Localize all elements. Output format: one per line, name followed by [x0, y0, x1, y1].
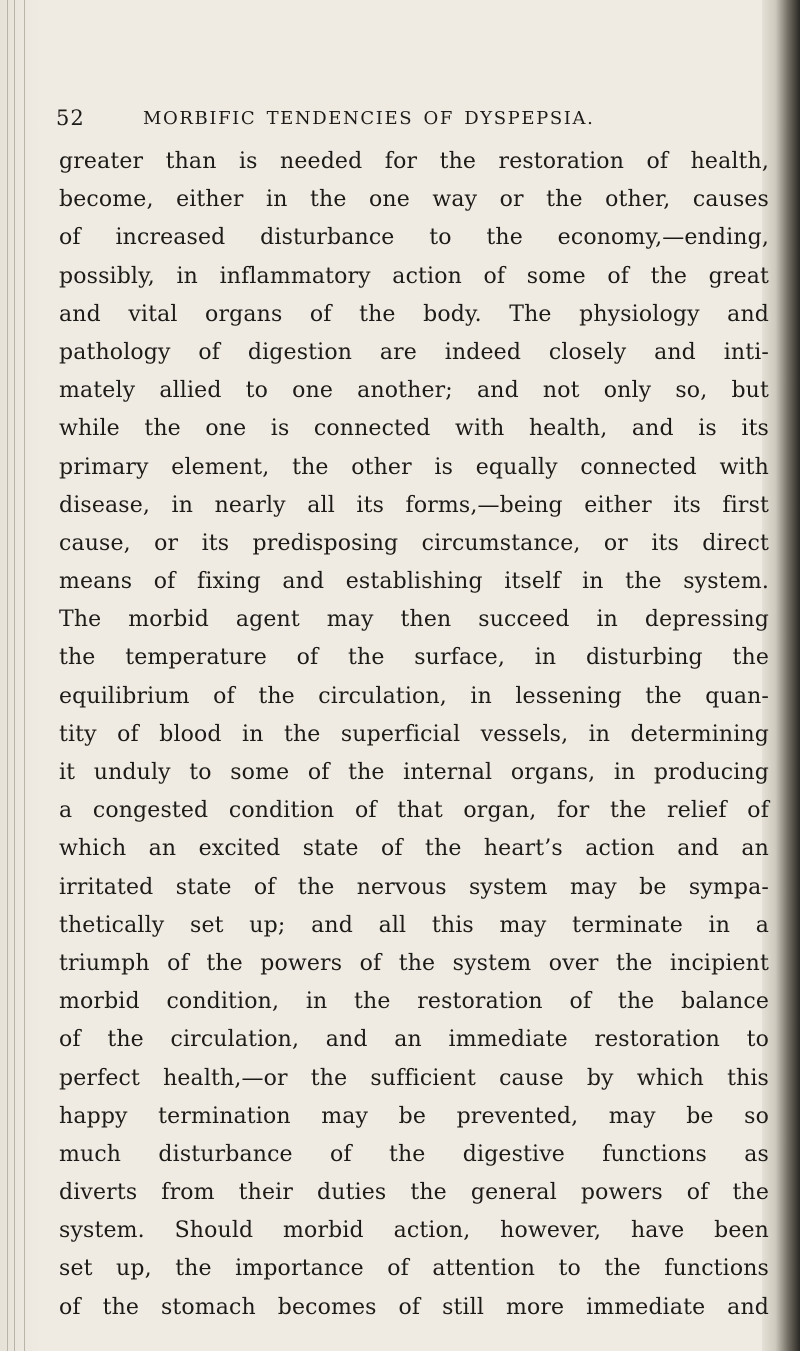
text-line: the temperature of the surface, in disturbing the: [59, 645, 769, 671]
gutter-rule: [24, 0, 25, 1351]
text-line: disease, in nearly all its forms,—being either its first: [59, 492, 769, 518]
text-line: tity of blood in the superficial vessels, in determining: [59, 721, 769, 747]
gutter-rule: [14, 0, 15, 1351]
book-page: [40, 0, 769, 1351]
page-number: 52: [56, 106, 85, 130]
text-line: pathology of digestion are indeed closely and inti-: [59, 339, 769, 365]
text-line: morbid condition, in the restoration of the balance: [59, 989, 769, 1015]
running-head: [56, 106, 696, 136]
text-line: mately allied to one another; and not only so, but: [59, 378, 769, 404]
text-line: set up, the importance of attention to the functions: [59, 1256, 769, 1282]
text-line: The morbid agent may then succeed in depressing: [59, 607, 769, 633]
text-line: of the stomach becomes of still more immediate and: [59, 1294, 769, 1320]
text-line: possibly, in inflammatory action of some of the great: [59, 263, 769, 289]
text-line: diverts from their duties the general powers of the: [59, 1180, 769, 1206]
text-line: system. Should morbid action, however, have been: [59, 1218, 769, 1244]
text-line: while the one is connected with health, and is its: [59, 416, 769, 442]
text-line: and vital organs of the body. The physiology and: [59, 301, 769, 327]
gutter-rule: [7, 0, 8, 1351]
text-line: which an excited state of the heart’s action and an: [59, 836, 769, 862]
text-line: of the circulation, and an immediate restoration to: [59, 1027, 769, 1053]
text-line: a congested condition of that organ, for the relief of: [59, 798, 769, 824]
text-line: primary element, the other is equally connected with: [59, 454, 769, 480]
running-head-title: MORBIFIC TENDENCIES OF DYSPEPSIA.: [143, 108, 595, 129]
text-line: happy termination may be prevented, may be so: [59, 1103, 769, 1129]
text-line: of increased disturbance to the economy,—ending,: [59, 225, 769, 251]
binding-gutter: [0, 0, 40, 1351]
text-line: perfect health,—or the sufficient cause by which this: [59, 1065, 769, 1091]
text-line: become, either in the one way or the other, causes: [59, 187, 769, 213]
text-line: triumph of the powers of the system over the incipient: [59, 950, 769, 976]
text-line: cause, or its predisposing circumstance, or its direct: [59, 530, 769, 556]
text-line: it unduly to some of the internal organs, in producing: [59, 760, 769, 785]
text-line: thetically set up; and all this may terminate in a: [59, 912, 769, 938]
body-text: [59, 143, 769, 1327]
text-line: greater than is needed for the restoration of health,: [59, 149, 769, 174]
text-line: much disturbance of the digestive functions as: [59, 1141, 769, 1167]
text-line: equilibrium of the circulation, in lessening the quan-: [59, 683, 769, 709]
text-line: irritated state of the nervous system may be sympa-: [59, 874, 769, 900]
text-line: means of fixing and establishing itself in the system.: [59, 569, 769, 595]
